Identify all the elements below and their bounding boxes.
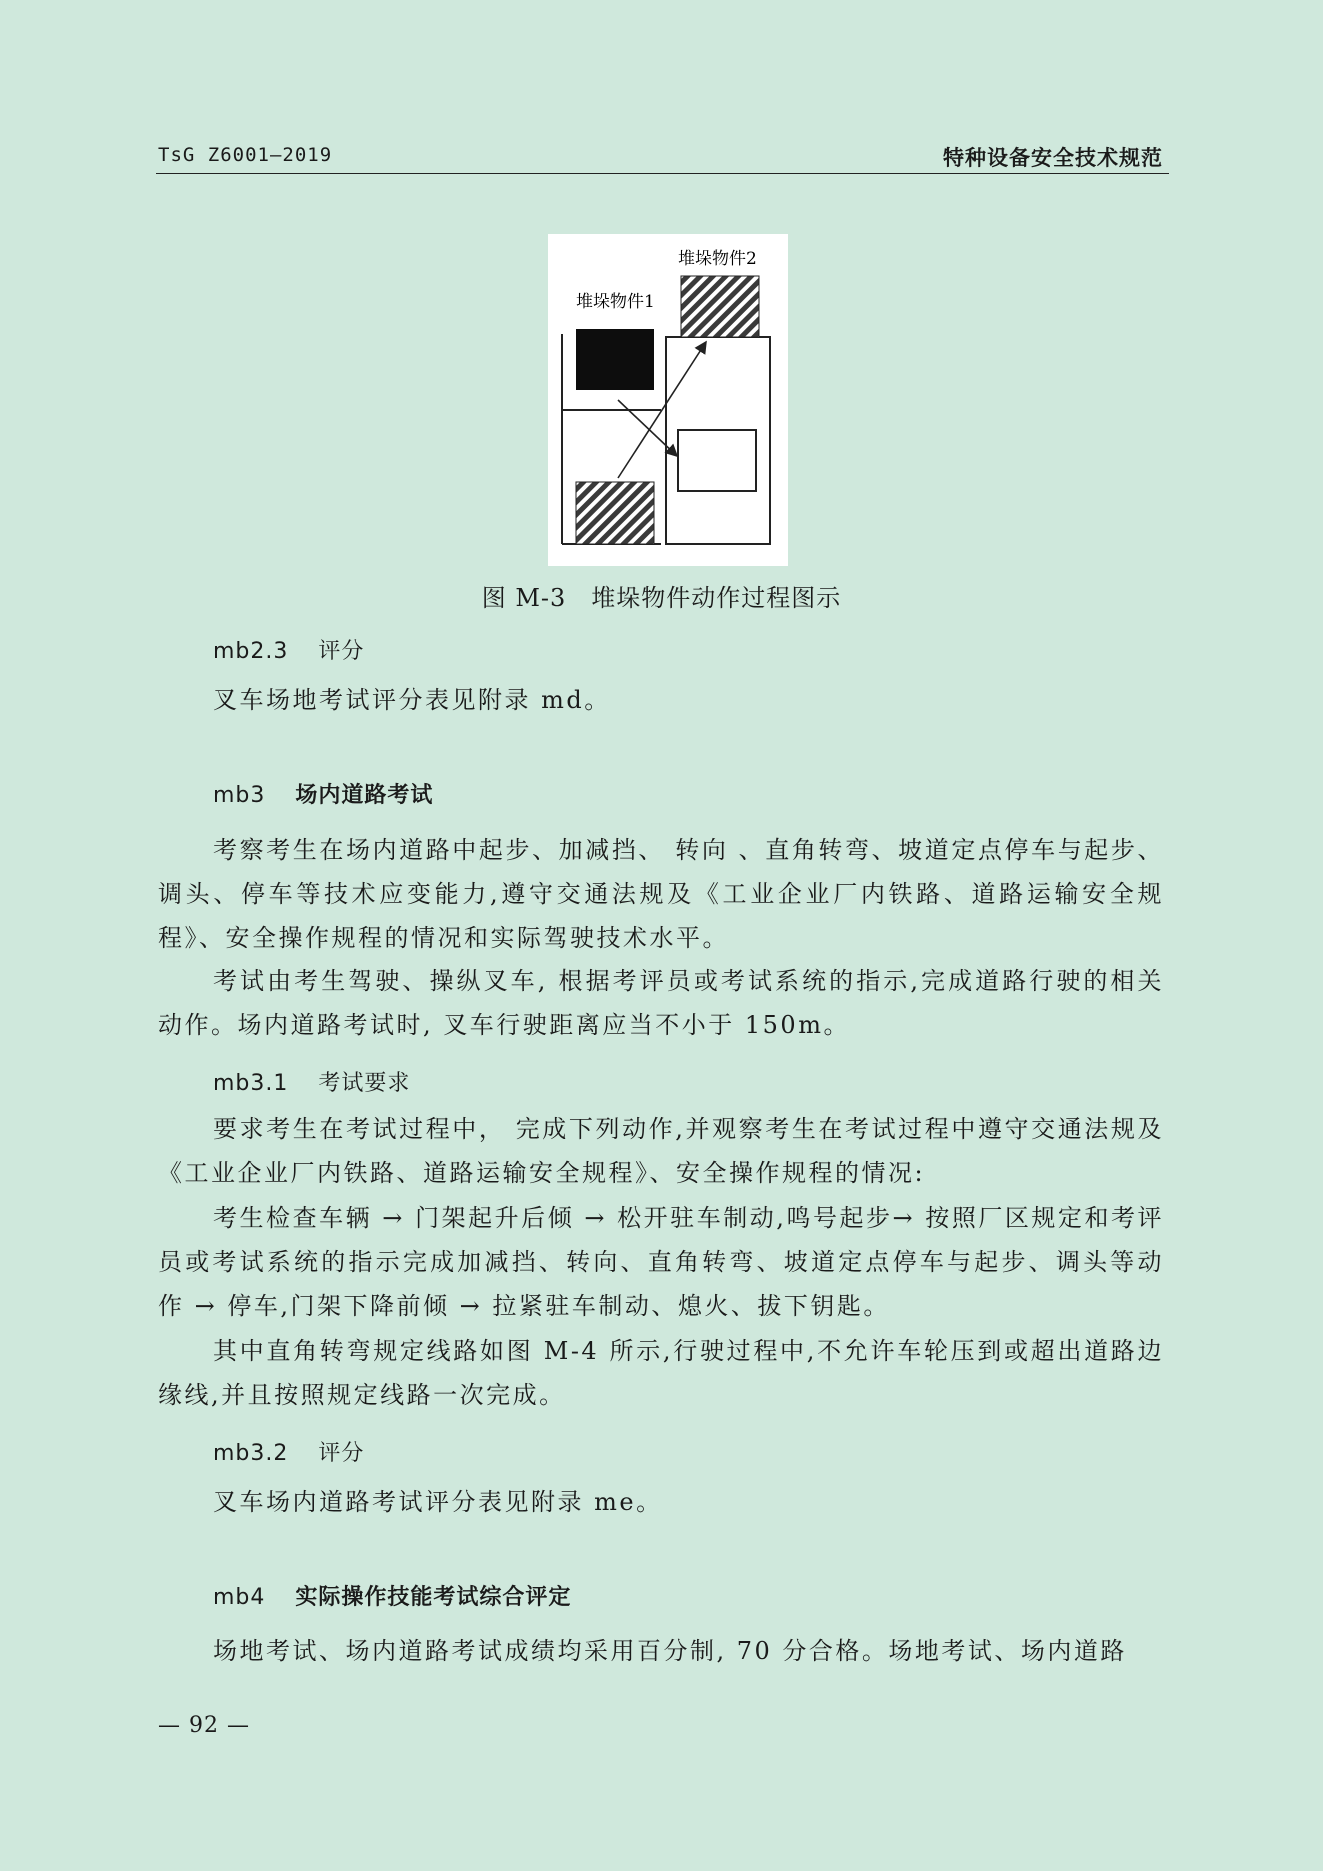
stack-target-lower-left xyxy=(576,482,654,544)
stack-item-1-label: 堆垛物件1 xyxy=(576,292,655,312)
section-mb3-1 xyxy=(213,1066,410,1097)
figure-m3-diagram xyxy=(548,234,788,566)
move-arrow-1 xyxy=(618,400,677,456)
section-number: mb3.2 xyxy=(213,1441,289,1466)
section-title: 评分 xyxy=(318,639,365,664)
page-number: — 92 — xyxy=(158,1713,250,1738)
paragraph-4: 要求考生在考试过程中， 完成下列动作,并观察考生在考试过程中遵守交通法规及《工业企业厂内铁路、道路运输安全规程》、安全操作规程的情况: xyxy=(158,1115,1164,1187)
section-mb4 xyxy=(213,1580,571,1611)
section-mb3 xyxy=(213,778,433,809)
figure-m3 xyxy=(548,234,788,566)
paragraph-1: 叉车场地考试评分表见附录 md。 xyxy=(213,686,611,714)
section-number: mb3 xyxy=(213,783,266,808)
section-title: 场内道路考试 xyxy=(295,783,434,808)
paragraph-8: 场地考试、场内道路考试成绩均采用百分制, 70 分合格。场地考试、场内道路 xyxy=(213,1637,1127,1665)
header-rule xyxy=(156,173,1169,174)
right-rack-frame xyxy=(666,337,770,544)
figure-caption: 图 M-3 堆垛物件动作过程图示 xyxy=(481,584,842,612)
section-number: mb2.3 xyxy=(213,639,289,664)
section-number: mb4 xyxy=(213,1585,266,1610)
header-series-title: 特种设备安全技术规范 xyxy=(943,146,1163,170)
section-title: 评分 xyxy=(318,1441,365,1466)
section-title: 考试要求 xyxy=(318,1071,411,1096)
paragraph-7: 叉车场内道路考试评分表见附录 me。 xyxy=(213,1488,663,1516)
section-mb2-3 xyxy=(213,634,364,665)
stack-item-2-label: 堆垛物件2 xyxy=(678,249,757,269)
paragraph-6: 其中直角转弯规定线路如图 M-4 所示,行驶过程中,不允许车轮压到或超出道路边缘线,并且按照规定线路一次完成。 xyxy=(158,1337,1164,1409)
paragraph-2: 考察考生在场内道路中起步、加减挡、 转向 、直角转弯、坡道定点停车与起步、调头、停车等技术应变能力,遵守交通法规及《工业企业厂内铁路、道路运输安全规程》、安全操作规程的情况和实际驾驶技术水平。 xyxy=(158,836,1164,952)
paragraph-5: 考生检查车辆 → 门架起升后倾 → 松开驻车制动,鸣号起步→ 按照厂区规定和考评员或考试系统的指示完成加减挡、转向、直角转弯、坡道定点停车与起步、调头等动作 → 停车,门架下降前倾 → 拉紧驻车制动、熄火、拔下钥匙。 xyxy=(158,1204,1164,1320)
paragraph-3: 考试由考生驾驶、操纵叉车, 根据考评员或考试系统的指示,完成道路行驶的相关动作。场内道路考试时, 叉车行驶距离应当不小于 150m。 xyxy=(158,967,1164,1039)
stack-target-right-box xyxy=(678,430,756,491)
section-mb3-2 xyxy=(213,1436,364,1467)
section-number: mb3.1 xyxy=(213,1071,289,1096)
stack-item-2-block xyxy=(681,276,759,337)
stack-item-1-block xyxy=(576,329,654,390)
section-title: 实际操作技能考试综合评定 xyxy=(295,1585,572,1610)
header-standard-code: TsG Z6001—2019 xyxy=(158,144,333,166)
